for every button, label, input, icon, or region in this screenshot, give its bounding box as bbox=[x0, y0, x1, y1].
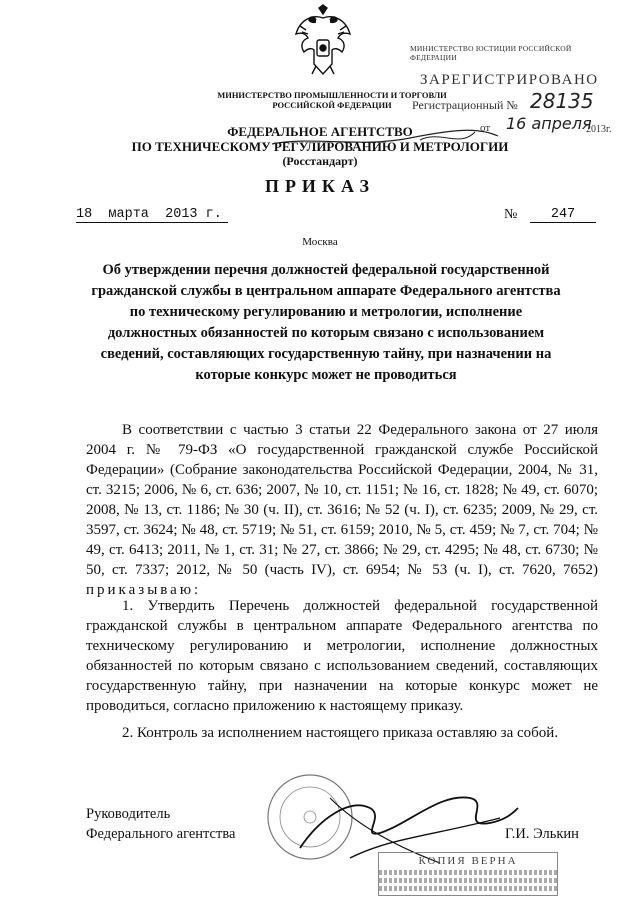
order-word: приказываю: bbox=[86, 582, 202, 598]
document-subject: Об утверждении перечня должностей федеральной государственной гражданской службы в центральном аппарате Федерального агентства по техническому регулированию и метрологии, исполнение должностных обязанностей по которым связано с использованием сведений, составляющих государственную тайну, при назначении на которые конкурс может не проводиться bbox=[91, 262, 561, 383]
paragraph-preamble bbox=[86, 420, 598, 600]
copy-stamp-line bbox=[379, 878, 557, 883]
paragraph-item-1: 1. Утвердить Перечень должностей федеральной государственной гражданской службы в центральном аппарате Федерального агентства по техническому регулированию и метрологии, исполнение должностных обязанностей по которым связано с использованием сведений, составляющих государственную тайну, при назначении на которые конкурс может не проводиться, согласно приложению к настоящему приказу. bbox=[86, 598, 598, 714]
reg-year: 2013г. bbox=[586, 124, 612, 135]
preamble-text: В соответствии с частью 3 статьи 22 Федерального закона от 27 июля 2004 г. № 79-ФЗ «О государственной гражданской службе Российской Федерации» (Собрание законодательства Российской Федерации, 2004, № 31, ст. 3215; 2006, № 6, ст. 636; 2007, № 10, ст. 1151; № 16, ст. 1828; № 49, ст. 6070; 2008, № 13, ст. 1186; № 30 (ч. II), ст. 3616; № 52 (ч. I), ст. 6235; 2009, № 29, ст. 3597, ст. 3624; № 48, ст. 5719; № 51, ст. 6159; 2010, № 5, ст. 459; № 7, ст. 704; № 49, ст. 6413; 2011, № 1, ст. 31; № 27, ст. 3866; № 29, ст. 4295; № 48, ст. 6730; № 50, ст. 7337; 2012, № 50 (часть IV), ст. 6954; № 53 (ч. I), ст. 7620, 7652) bbox=[86, 422, 598, 578]
reg-title: ЗАРЕГИСТРИРОВАНО bbox=[420, 72, 599, 88]
reg-ministry: МИНИСТЕРСТВО ЮСТИЦИИ РОССИЙСКОЙ ФЕДЕРАЦИИ bbox=[410, 44, 572, 62]
signer-title-line2: Федерального агентства bbox=[86, 826, 236, 842]
document-city: Москва bbox=[302, 236, 338, 248]
copy-stamp-title: КОПИЯ ВЕРНА bbox=[418, 855, 518, 867]
registration-scribble-icon bbox=[270, 118, 500, 154]
copy-certified-stamp bbox=[378, 852, 558, 896]
ministry-line1: МИНИСТЕРСТВО ПРОМЫШЛЕННОСТИ И ТОРГОВЛИ bbox=[217, 90, 447, 100]
coat-of-arms-icon bbox=[292, 4, 354, 78]
reg-date-value: 16 апреля bbox=[506, 114, 592, 133]
copy-stamp-line bbox=[379, 870, 557, 875]
document-date: 18 марта 2013 г. bbox=[76, 207, 228, 223]
signer-title-line1: Руководитель bbox=[86, 806, 171, 822]
reg-number-value: 28135 bbox=[530, 89, 594, 113]
agency-line2: ПО ТЕХНИЧЕСКОМУ РЕГУЛИРОВАНИЮ И МЕТРОЛОГИИ bbox=[131, 139, 509, 154]
ministry-line2: РОССИЙСКОЙ ФЕДЕРАЦИИ bbox=[272, 100, 392, 110]
paragraph-item-2: 2. Контроль за исполнением настоящего приказа оставляю за собой. bbox=[122, 725, 559, 741]
reg-number-label: Регистрационный № bbox=[412, 98, 518, 112]
signer-name: Г.И. Элькин bbox=[505, 826, 579, 842]
document-number: 247 bbox=[530, 207, 596, 223]
copy-stamp-line bbox=[379, 886, 557, 891]
reg-date-label: от bbox=[480, 122, 491, 134]
agency-line1: ФЕДЕРАЛЬНОЕ АГЕНТСТВО bbox=[227, 124, 413, 139]
document-number-label: № bbox=[504, 207, 518, 222]
document-title: ПРИКАЗ bbox=[264, 176, 376, 196]
agency-short-name: (Росстандарт) bbox=[282, 154, 358, 168]
